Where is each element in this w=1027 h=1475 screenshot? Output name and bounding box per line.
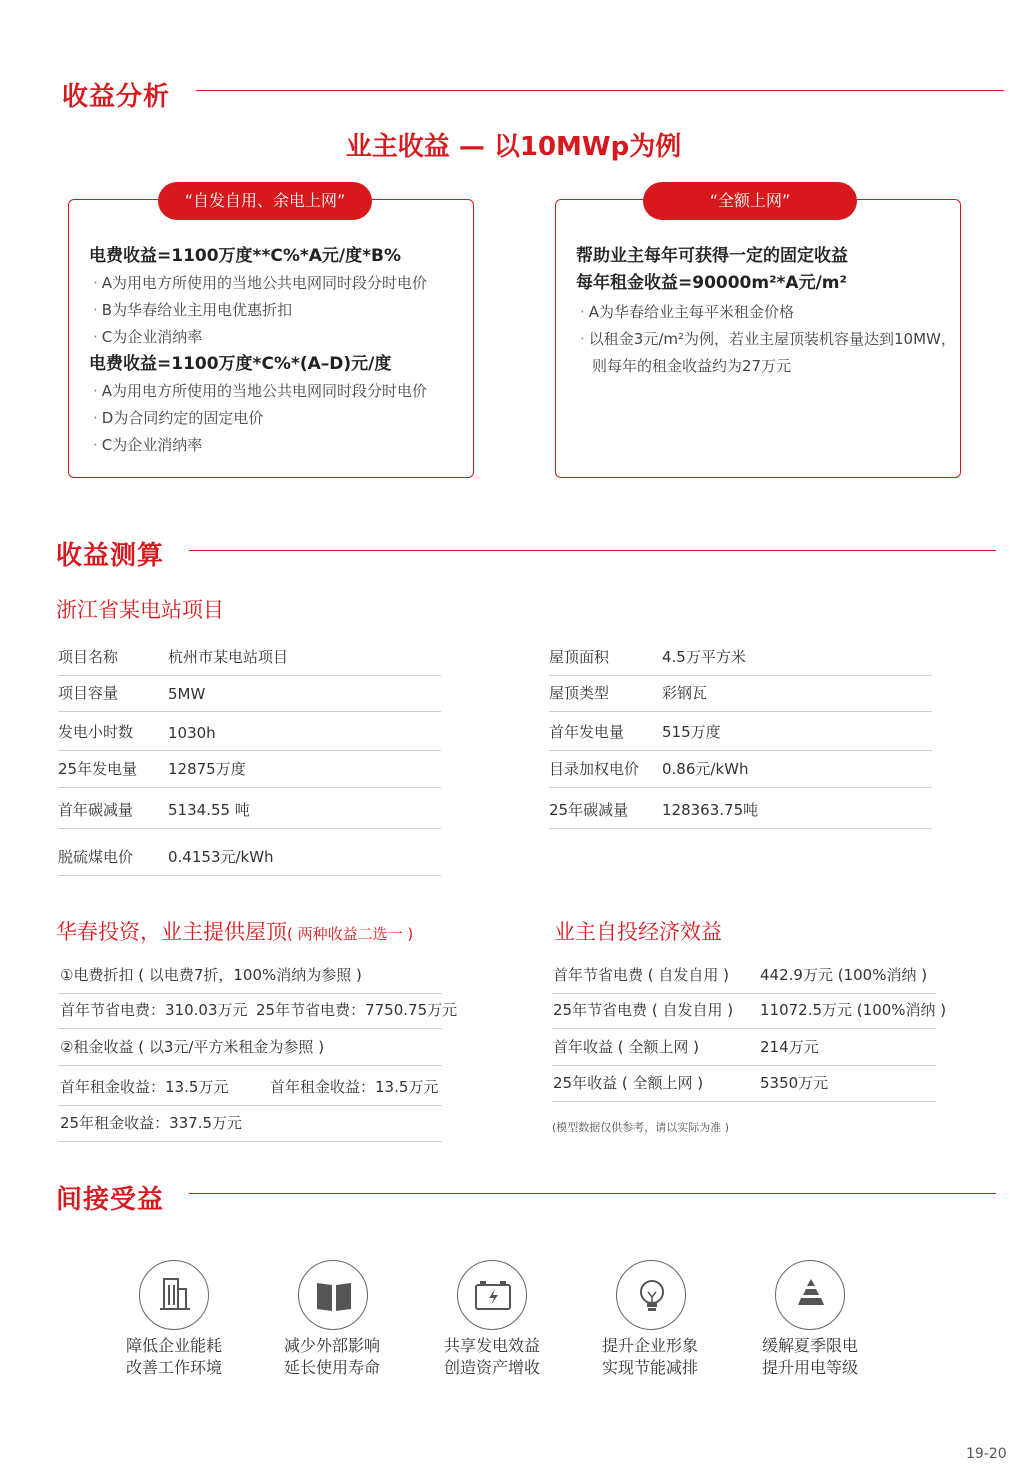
list-item-continuation: 则每年的租金收益约为27万元 [592,357,792,375]
list-item: · A为华春给业主每平米租金价格 [580,303,795,321]
list-item: · 以租金3元/m²为例，若业主屋顶装机容量达到10MW， [580,330,956,348]
page-subtitle: 业主收益 — 以10MWp为例 [345,132,682,162]
section-analysis-header [0,76,1027,116]
table-row: 25年发电量 12875万度 [58,751,441,788]
formula-2: 电费收益=1100万度*C%*(A–D)元/度 [89,354,392,374]
battery-icon [457,1260,527,1330]
self-invest-title: 业主自投经济效益 [554,920,722,944]
table-row: 屋顶面积 4.5万平方米 [549,636,932,676]
list-item: · C为企业消纳率 [93,328,203,346]
section-title: 间接受益 [56,1185,165,1215]
list-item: · D为合同约定的固定电价 [93,409,264,427]
section-title: 收益分析 [62,82,171,112]
table-row: ①电费折扣 ( 以电费7折，100%消纳为参照 ) [58,955,442,994]
project-title: 浙江省某电站项目 [56,598,224,622]
disclaimer-note: (模型数据仅供参考，请以实际为准 ) [552,1121,730,1134]
table-row: 目录加权电价 0.86元/kWh [549,751,932,788]
benefit-caption: 障低企业能耗 改善工作环境 [125,1336,222,1377]
table-row: 首年节省电费 ( 自发自用 ) 442.9万元 (100%消纳 ) [552,955,936,994]
table-row: 首年发电量 515万度 [549,712,932,751]
table-row: 25年碳减量 128363.75吨 [549,788,932,829]
table-row: 25年租金收益：337.5万元 [58,1106,442,1142]
table-row: 25年收益 ( 全额上网 ) 5350万元 [552,1066,936,1102]
full-grid-card [555,191,961,478]
divider [189,550,996,551]
section-title: 收益测算 [56,541,165,571]
formula-1: 电费收益=1100万度**C%*A元/度*B% [89,246,401,266]
benefit-caption: 提升企业形象 实现节能减排 [601,1336,698,1377]
section-indirect-header [0,1179,1027,1219]
section-calc-header [0,535,1027,575]
table-row: 首年碳减量 5134.55 吨 [58,788,441,829]
building-icon [139,1260,209,1330]
benefit-caption: 减少外部影响 延长使用寿命 [283,1336,380,1377]
list-item: · B为华春给业主用电优惠折扣 [93,301,293,319]
full-grid-tag: “全额上网” [643,182,857,220]
list-item: · A为用电方所使用的当地公共电网同时段分时电价 [93,382,428,400]
table-row: 25年节省电费 ( 自发自用 ) 11072.5万元 (100%消纳 ) [552,994,936,1029]
table-row: 屋顶类型 彩钢瓦 [549,676,932,712]
lightbulb-icon [616,1260,686,1330]
benefit-caption: 共享发电效益 创造资产增收 [443,1336,540,1377]
self-use-card [68,191,474,478]
table-row: 首年节省电费：310.03万元 25年节省电费：7750.75万元 [58,994,442,1029]
table-row: 首年收益 ( 全额上网 ) 214万元 [552,1029,936,1066]
invest-title: 华春投资，业主提供屋顶( 两种收益二选一 ) [56,920,414,944]
list-item: · A为用电方所使用的当地公共电网同时段分时电价 [93,274,428,292]
list-item: · C为企业消纳率 [93,436,203,454]
table-row: 项目容量 5MW [58,676,441,712]
divider [196,90,1004,91]
table-row: 发电小时数 1030h [58,712,441,751]
fixed-income-line: 帮助业主每年可获得一定的固定收益 [576,246,848,266]
rent-formula: 每年租金收益=90000m²*A元/m² [576,273,847,293]
self-use-tag: “自发自用、余电上网” [158,182,372,220]
book-icon [298,1260,368,1330]
table-row: 首年租金收益：13.5万元 首年租金收益：13.5万元 [58,1066,442,1106]
table-row: 项目名称 杭州市某电站项目 [58,636,441,676]
table-row: ②租金收益 ( 以3元/平方米租金为参照 ) [58,1029,442,1066]
pyramid-icon [775,1260,845,1330]
table-row: 脱硫煤电价 0.4153元/kWh [58,829,441,876]
page-number: 19-20 [966,1446,1007,1462]
benefit-caption: 缓解夏季限电 提升用电等级 [761,1336,858,1377]
divider [189,1193,996,1194]
